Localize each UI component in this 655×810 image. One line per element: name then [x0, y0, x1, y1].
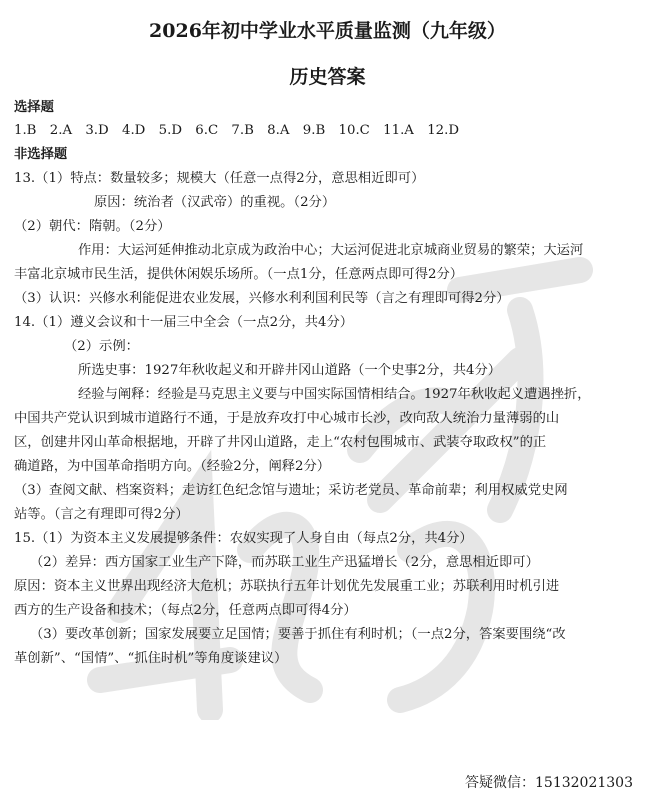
answer-line: 站等。（言之有理即可得2分）: [14, 507, 189, 522]
answer-line: （2）朝代：隋朝。（2分）: [14, 219, 171, 234]
document-subtitle: 历史答案: [289, 66, 366, 88]
answer-line: 革创新”、“国情”、“抓住时机”等角度谈建议）: [14, 651, 288, 666]
answer-line: 13.（1）特点：数量较多；规模大（任意一点得2分，意思相近即可）: [14, 171, 425, 186]
answer-line: （2）差异：西方国家工业生产下降，而苏联工业生产迅猛增长（2分，意思相近即可）: [30, 555, 539, 570]
answer-line: 原因：资本主义世界出现经济大危机；苏联执行五年计划优先发展重工业；苏联利用时机引进: [14, 579, 560, 594]
nonchoice-heading: 非选择题: [14, 147, 68, 162]
answer-line: 14.（1）遵义会议和十一届三中全会（一点2分，共4分）: [14, 315, 354, 330]
answer-line: 原因：统治者（汉武帝）的重视。（2分）: [94, 195, 336, 210]
answer-line: （3）认识：兴修水利能促进农业发展，兴修水利利国利民等（言之有理即可得2分）: [14, 291, 510, 306]
answer-line: 西方的生产设备和技术；（每点2分，任意两点即可得4分）: [14, 603, 357, 618]
answer-line: 经验与阐释：经验是马克思主义要与中国实际国情相结合。1927年秋收起义遭遇挫折，: [78, 387, 591, 402]
answer-line: 15.（1）为资本主义发展提够条件：农奴实现了人身自由（每点2分，共4分）: [14, 531, 473, 546]
answer-line: 确道路，为中国革命指明方向。（经验2分，阐释2分）: [14, 459, 331, 474]
answer-line: （2）示例：: [64, 339, 139, 354]
contact-wechat: 答疑微信：15132021303: [465, 775, 633, 791]
answer-line: 作用：大运河延伸推动北京成为政治中心；大运河促进北京城商业贸易的繁荣；大运河: [78, 243, 584, 258]
choice-answers: 1.B 2.A 3.D 4.D 5.D 6.C 7.B 8.A 9.B 10.C 11.A 12.D: [14, 123, 459, 138]
answer-line: 丰富北京城市民生活，提供休闲娱乐场所。（一点1分，任意两点即可得2分）: [14, 267, 464, 282]
answer-line: （3）查阅文献、档案资料；走访红色纪念馆与遗址；采访老党员、革命前辈；利用权威党史网: [14, 483, 568, 498]
answer-line: 区，创建井冈山革命根据地，开辟了井冈山道路，走上“农村包围城市、武装夺取政权”的正: [14, 435, 547, 450]
document-title: 2026年初中学业水平质量监测（九年级）: [149, 20, 506, 42]
answer-line: 所选史事：1927年秋收起义和开辟井冈山道路（一个史事2分，共4分）: [78, 363, 502, 378]
answer-line: （3）要改革创新；国家发展要立足国情；要善于抓住有利时机；（一点2分，答案要围绕“改: [30, 627, 566, 642]
answer-line: 中国共产党认识到城市道路行不通，于是放弃攻打中心城市长沙，改向敌人统治力量薄弱的山: [14, 411, 560, 426]
choice-heading: 选择题: [14, 100, 54, 115]
